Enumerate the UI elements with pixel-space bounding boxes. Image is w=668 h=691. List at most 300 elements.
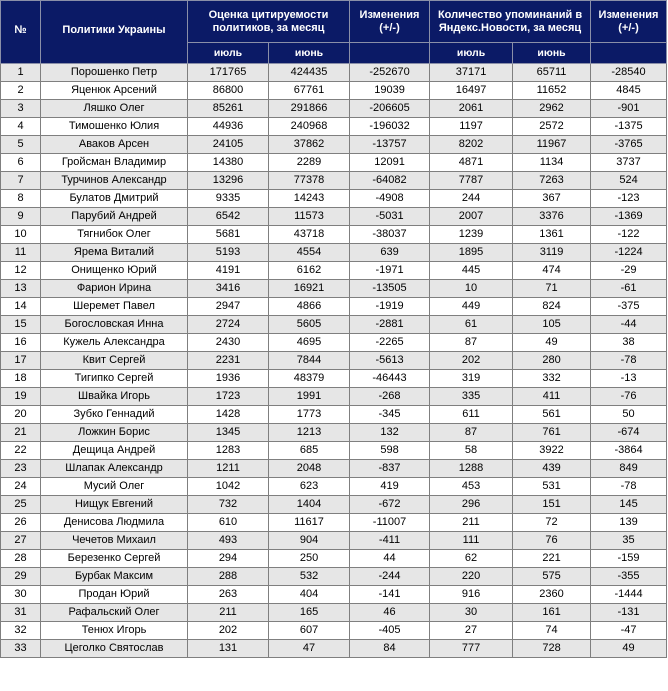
citation-june-cell: 424435 xyxy=(269,64,350,82)
citation-change-cell: 84 xyxy=(350,640,430,658)
mentions-july-cell: 27 xyxy=(430,622,513,640)
table-row xyxy=(1,172,667,190)
mentions-change-cell: 3737 xyxy=(591,154,667,172)
table-row xyxy=(1,460,667,478)
mentions-june-cell: 2360 xyxy=(513,586,591,604)
mentions-july-cell: 2061 xyxy=(430,100,513,118)
mentions-change-cell: -131 xyxy=(591,604,667,622)
row-number-cell: 31 xyxy=(1,604,41,622)
politician-name-cell: Тягнибок Олег xyxy=(41,226,188,244)
citation-june-cell: 685 xyxy=(269,442,350,460)
row-number-cell: 13 xyxy=(1,280,41,298)
row-number-cell: 25 xyxy=(1,496,41,514)
citation-june-cell: 532 xyxy=(269,568,350,586)
table-row xyxy=(1,388,667,406)
citation-change-cell: -244 xyxy=(350,568,430,586)
citation-july-cell: 2724 xyxy=(188,316,269,334)
mentions-july-cell: 58 xyxy=(430,442,513,460)
mentions-july-cell: 61 xyxy=(430,316,513,334)
row-number-cell: 27 xyxy=(1,532,41,550)
mentions-june-cell: 11967 xyxy=(513,136,591,154)
mentions-change-cell: -3864 xyxy=(591,442,667,460)
mentions-june-cell: 161 xyxy=(513,604,591,622)
politician-name-cell: Фарион Ирина xyxy=(41,280,188,298)
row-number-cell: 7 xyxy=(1,172,41,190)
citation-june-cell: 250 xyxy=(269,550,350,568)
mentions-change-cell: -123 xyxy=(591,190,667,208)
citation-june-cell: 67761 xyxy=(269,82,350,100)
mentions-june-cell: 561 xyxy=(513,406,591,424)
mentions-june-cell: 221 xyxy=(513,550,591,568)
table-row xyxy=(1,622,667,640)
mentions-change-cell: -1375 xyxy=(591,118,667,136)
politician-name-cell: Квит Сергей xyxy=(41,352,188,370)
mentions-june-cell: 2572 xyxy=(513,118,591,136)
citation-change-cell: 639 xyxy=(350,244,430,262)
row-number-cell: 8 xyxy=(1,190,41,208)
citation-june-cell: 43718 xyxy=(269,226,350,244)
citation-june-cell: 1991 xyxy=(269,388,350,406)
politician-name-cell: Богословская Инна xyxy=(41,316,188,334)
citation-june-cell: 6162 xyxy=(269,262,350,280)
table-row xyxy=(1,334,667,352)
mentions-june-cell: 1134 xyxy=(513,154,591,172)
citation-july-cell: 1723 xyxy=(188,388,269,406)
mentions-change-cell: -901 xyxy=(591,100,667,118)
table-row xyxy=(1,406,667,424)
mentions-july-cell: 30 xyxy=(430,604,513,622)
mentions-june-cell: 65711 xyxy=(513,64,591,82)
citation-july-cell: 2430 xyxy=(188,334,269,352)
mentions-change-cell: 139 xyxy=(591,514,667,532)
citation-june-cell: 47 xyxy=(269,640,350,658)
mentions-change-cell: -78 xyxy=(591,478,667,496)
politician-name-cell: Тигипко Сергей xyxy=(41,370,188,388)
mentions-june-cell: 72 xyxy=(513,514,591,532)
mentions-change-cell: -674 xyxy=(591,424,667,442)
row-number-cell: 14 xyxy=(1,298,41,316)
mentions-july-cell: 111 xyxy=(430,532,513,550)
table-body xyxy=(1,64,667,658)
citation-change-cell: -2265 xyxy=(350,334,430,352)
table-row xyxy=(1,64,667,82)
politician-name-cell: Тенюх Игорь xyxy=(41,622,188,640)
row-number-cell: 19 xyxy=(1,388,41,406)
citation-july-cell: 9335 xyxy=(188,190,269,208)
table-row xyxy=(1,136,667,154)
mentions-july-cell: 87 xyxy=(430,334,513,352)
row-number-cell: 33 xyxy=(1,640,41,658)
citation-change-cell: 44 xyxy=(350,550,430,568)
row-number-cell: 3 xyxy=(1,100,41,118)
politician-name-cell: Тимошенко Юлия xyxy=(41,118,188,136)
citation-change-cell: 19039 xyxy=(350,82,430,100)
mentions-july-cell: 244 xyxy=(430,190,513,208)
row-number-cell: 21 xyxy=(1,424,41,442)
table-row xyxy=(1,190,667,208)
mentions-july-cell: 4871 xyxy=(430,154,513,172)
politician-name-cell: Цеголко Святослав xyxy=(41,640,188,658)
mentions-june-cell: 575 xyxy=(513,568,591,586)
citation-change-cell: 598 xyxy=(350,442,430,460)
mentions-change-cell: -355 xyxy=(591,568,667,586)
mentions-june-cell: 105 xyxy=(513,316,591,334)
citation-change-cell: -38037 xyxy=(350,226,430,244)
mentions-july-cell: 10 xyxy=(430,280,513,298)
mentions-june-cell: 280 xyxy=(513,352,591,370)
mentions-july-cell: 1895 xyxy=(430,244,513,262)
citation-change-cell: -405 xyxy=(350,622,430,640)
subheader-citation-july: июль xyxy=(188,43,269,64)
mentions-june-cell: 728 xyxy=(513,640,591,658)
row-number-cell: 2 xyxy=(1,82,41,100)
citation-change-cell: -5031 xyxy=(350,208,430,226)
mentions-june-cell: 11652 xyxy=(513,82,591,100)
citation-july-cell: 131 xyxy=(188,640,269,658)
citation-change-cell: -4908 xyxy=(350,190,430,208)
mentions-june-cell: 3119 xyxy=(513,244,591,262)
mentions-june-cell: 411 xyxy=(513,388,591,406)
mentions-july-cell: 777 xyxy=(430,640,513,658)
table-row xyxy=(1,370,667,388)
citation-change-cell: 419 xyxy=(350,478,430,496)
row-number-cell: 28 xyxy=(1,550,41,568)
citation-july-cell: 493 xyxy=(188,532,269,550)
citation-june-cell: 1773 xyxy=(269,406,350,424)
row-number-cell: 10 xyxy=(1,226,41,244)
mentions-july-cell: 202 xyxy=(430,352,513,370)
mentions-change-cell: -1224 xyxy=(591,244,667,262)
table-row xyxy=(1,154,667,172)
row-number-cell: 4 xyxy=(1,118,41,136)
citation-july-cell: 1211 xyxy=(188,460,269,478)
subheader-mentions-june: июнь xyxy=(513,43,591,64)
table-row xyxy=(1,478,667,496)
row-number-cell: 18 xyxy=(1,370,41,388)
citation-june-cell: 904 xyxy=(269,532,350,550)
mentions-july-cell: 1239 xyxy=(430,226,513,244)
mentions-change-cell: 4845 xyxy=(591,82,667,100)
citation-july-cell: 3416 xyxy=(188,280,269,298)
citation-change-cell: -5613 xyxy=(350,352,430,370)
mentions-july-cell: 7787 xyxy=(430,172,513,190)
citation-june-cell: 48379 xyxy=(269,370,350,388)
mentions-june-cell: 7263 xyxy=(513,172,591,190)
citation-june-cell: 4554 xyxy=(269,244,350,262)
citation-change-cell: -1971 xyxy=(350,262,430,280)
citation-july-cell: 732 xyxy=(188,496,269,514)
mentions-june-cell: 332 xyxy=(513,370,591,388)
citation-change-cell: -13757 xyxy=(350,136,430,154)
citation-june-cell: 240968 xyxy=(269,118,350,136)
mentions-change-cell: -44 xyxy=(591,316,667,334)
row-number-cell: 29 xyxy=(1,568,41,586)
citation-change-cell: -672 xyxy=(350,496,430,514)
row-number-cell: 26 xyxy=(1,514,41,532)
citation-june-cell: 77378 xyxy=(269,172,350,190)
politician-name-cell: Кужель Александра xyxy=(41,334,188,352)
row-number-cell: 17 xyxy=(1,352,41,370)
table-row xyxy=(1,298,667,316)
citation-june-cell: 1213 xyxy=(269,424,350,442)
citation-june-cell: 1404 xyxy=(269,496,350,514)
mentions-change-cell: -61 xyxy=(591,280,667,298)
citation-july-cell: 202 xyxy=(188,622,269,640)
table-row xyxy=(1,82,667,100)
table-row xyxy=(1,514,667,532)
citation-june-cell: 14243 xyxy=(269,190,350,208)
citation-change-cell: -1919 xyxy=(350,298,430,316)
header-row xyxy=(1,1,667,43)
politician-name-cell: Мусий Олег xyxy=(41,478,188,496)
citation-july-cell: 1428 xyxy=(188,406,269,424)
citation-june-cell: 165 xyxy=(269,604,350,622)
politician-name-cell: Булатов Дмитрий xyxy=(41,190,188,208)
mentions-july-cell: 220 xyxy=(430,568,513,586)
mentions-july-cell: 87 xyxy=(430,424,513,442)
mentions-july-cell: 1288 xyxy=(430,460,513,478)
row-number-cell: 5 xyxy=(1,136,41,154)
citation-july-cell: 1936 xyxy=(188,370,269,388)
table-row xyxy=(1,424,667,442)
header-politicians: Политики Украины xyxy=(41,1,188,64)
mentions-change-cell: -1369 xyxy=(591,208,667,226)
table-row xyxy=(1,532,667,550)
politician-name-cell: Денисова Людмила xyxy=(41,514,188,532)
row-number-cell: 16 xyxy=(1,334,41,352)
table-row xyxy=(1,604,667,622)
mentions-july-cell: 2007 xyxy=(430,208,513,226)
citation-change-cell: -64082 xyxy=(350,172,430,190)
mentions-june-cell: 761 xyxy=(513,424,591,442)
mentions-change-cell: -375 xyxy=(591,298,667,316)
politician-name-cell: Турчинов Александр xyxy=(41,172,188,190)
citation-change-cell: -206605 xyxy=(350,100,430,118)
politician-name-cell: Продан Юрий xyxy=(41,586,188,604)
table-row xyxy=(1,550,667,568)
mentions-change-cell: -13 xyxy=(591,370,667,388)
mentions-june-cell: 74 xyxy=(513,622,591,640)
mentions-july-cell: 449 xyxy=(430,298,513,316)
mentions-june-cell: 3922 xyxy=(513,442,591,460)
citation-july-cell: 13296 xyxy=(188,172,269,190)
mentions-july-cell: 445 xyxy=(430,262,513,280)
citation-change-cell: -268 xyxy=(350,388,430,406)
row-number-cell: 22 xyxy=(1,442,41,460)
mentions-june-cell: 824 xyxy=(513,298,591,316)
row-number-cell: 11 xyxy=(1,244,41,262)
table-row xyxy=(1,568,667,586)
citation-june-cell: 404 xyxy=(269,586,350,604)
table-row xyxy=(1,640,667,658)
politician-name-cell: Ляшко Олег xyxy=(41,100,188,118)
mentions-july-cell: 16497 xyxy=(430,82,513,100)
mentions-change-cell: -159 xyxy=(591,550,667,568)
mentions-change-cell: 50 xyxy=(591,406,667,424)
citation-july-cell: 2231 xyxy=(188,352,269,370)
subheader-citation-june: июнь xyxy=(269,43,350,64)
citation-july-cell: 85261 xyxy=(188,100,269,118)
citation-july-cell: 24105 xyxy=(188,136,269,154)
row-number-cell: 23 xyxy=(1,460,41,478)
citation-change-cell: -141 xyxy=(350,586,430,604)
politician-name-cell: Шеремет Павел xyxy=(41,298,188,316)
citation-june-cell: 16921 xyxy=(269,280,350,298)
mentions-change-cell: -29 xyxy=(591,262,667,280)
mentions-change-cell: -1444 xyxy=(591,586,667,604)
citation-change-cell: -411 xyxy=(350,532,430,550)
table-row xyxy=(1,100,667,118)
mentions-june-cell: 367 xyxy=(513,190,591,208)
mentions-change-cell: 849 xyxy=(591,460,667,478)
mentions-june-cell: 151 xyxy=(513,496,591,514)
row-number-cell: 32 xyxy=(1,622,41,640)
mentions-change-cell: -47 xyxy=(591,622,667,640)
mentions-july-cell: 296 xyxy=(430,496,513,514)
citation-july-cell: 1042 xyxy=(188,478,269,496)
politician-name-cell: Швайка Игорь xyxy=(41,388,188,406)
politician-name-cell: Зубко Геннадий xyxy=(41,406,188,424)
citation-july-cell: 44936 xyxy=(188,118,269,136)
citation-july-cell: 294 xyxy=(188,550,269,568)
row-number-cell: 9 xyxy=(1,208,41,226)
citation-change-cell: 132 xyxy=(350,424,430,442)
row-number-cell: 6 xyxy=(1,154,41,172)
citation-july-cell: 86800 xyxy=(188,82,269,100)
mentions-july-cell: 1197 xyxy=(430,118,513,136)
subheader-citation-changes-empty xyxy=(350,43,430,64)
politician-name-cell: Шлапак Александр xyxy=(41,460,188,478)
citation-july-cell: 288 xyxy=(188,568,269,586)
citation-july-cell: 211 xyxy=(188,604,269,622)
citation-change-cell: -13505 xyxy=(350,280,430,298)
citation-change-cell: -345 xyxy=(350,406,430,424)
mentions-change-cell: 35 xyxy=(591,532,667,550)
table-row xyxy=(1,586,667,604)
mentions-june-cell: 76 xyxy=(513,532,591,550)
politician-name-cell: Порошенко Петр xyxy=(41,64,188,82)
header-mentions-changes: Изменения (+/-) xyxy=(591,1,667,43)
citation-june-cell: 7844 xyxy=(269,352,350,370)
mentions-change-cell: -76 xyxy=(591,388,667,406)
mentions-june-cell: 474 xyxy=(513,262,591,280)
mentions-june-cell: 2962 xyxy=(513,100,591,118)
mentions-july-cell: 335 xyxy=(430,388,513,406)
citation-june-cell: 11617 xyxy=(269,514,350,532)
row-number-cell: 24 xyxy=(1,478,41,496)
mentions-change-cell: -28540 xyxy=(591,64,667,82)
row-number-cell: 1 xyxy=(1,64,41,82)
citation-june-cell: 607 xyxy=(269,622,350,640)
citation-july-cell: 4191 xyxy=(188,262,269,280)
citation-change-cell: -252670 xyxy=(350,64,430,82)
mentions-july-cell: 916 xyxy=(430,586,513,604)
politician-name-cell: Дещица Андрей xyxy=(41,442,188,460)
mentions-june-cell: 531 xyxy=(513,478,591,496)
citation-change-cell: -46443 xyxy=(350,370,430,388)
citation-change-cell: 46 xyxy=(350,604,430,622)
citation-change-cell: -196032 xyxy=(350,118,430,136)
citation-july-cell: 610 xyxy=(188,514,269,532)
table-row xyxy=(1,226,667,244)
mentions-june-cell: 3376 xyxy=(513,208,591,226)
row-number-cell: 15 xyxy=(1,316,41,334)
table-row xyxy=(1,208,667,226)
subheader-mentions-changes-empty xyxy=(591,43,667,64)
citation-july-cell: 5193 xyxy=(188,244,269,262)
citation-july-cell: 171765 xyxy=(188,64,269,82)
citation-june-cell: 37862 xyxy=(269,136,350,154)
mentions-change-cell: 49 xyxy=(591,640,667,658)
mentions-change-cell: -122 xyxy=(591,226,667,244)
politician-name-cell: Чечетов Михаил xyxy=(41,532,188,550)
politician-name-cell: Яценюк Арсений xyxy=(41,82,188,100)
mentions-june-cell: 71 xyxy=(513,280,591,298)
table-row xyxy=(1,496,667,514)
mentions-june-cell: 439 xyxy=(513,460,591,478)
citation-june-cell: 5605 xyxy=(269,316,350,334)
citation-june-cell: 291866 xyxy=(269,100,350,118)
header-citation-rating: Оценка цитируемости политиков, за месяц xyxy=(188,1,350,43)
citation-change-cell: -837 xyxy=(350,460,430,478)
table-row xyxy=(1,262,667,280)
mentions-june-cell: 49 xyxy=(513,334,591,352)
citation-change-cell: -11007 xyxy=(350,514,430,532)
mentions-july-cell: 8202 xyxy=(430,136,513,154)
mentions-july-cell: 211 xyxy=(430,514,513,532)
politician-name-cell: Парубий Андрей xyxy=(41,208,188,226)
mentions-change-cell: -78 xyxy=(591,352,667,370)
politician-name-cell: Аваков Арсен xyxy=(41,136,188,154)
row-number-cell: 12 xyxy=(1,262,41,280)
header-citation-changes: Изменения (+/-) xyxy=(350,1,430,43)
subheader-mentions-july: июль xyxy=(430,43,513,64)
citation-june-cell: 623 xyxy=(269,478,350,496)
politician-name-cell: Бурбак Максим xyxy=(41,568,188,586)
politician-name-cell: Нищук Евгений xyxy=(41,496,188,514)
table-row xyxy=(1,442,667,460)
mentions-july-cell: 453 xyxy=(430,478,513,496)
citation-july-cell: 1283 xyxy=(188,442,269,460)
citation-change-cell: -2881 xyxy=(350,316,430,334)
citation-july-cell: 263 xyxy=(188,586,269,604)
table-row xyxy=(1,352,667,370)
mentions-change-cell: -3765 xyxy=(591,136,667,154)
mentions-july-cell: 319 xyxy=(430,370,513,388)
mentions-july-cell: 37171 xyxy=(430,64,513,82)
citation-july-cell: 14380 xyxy=(188,154,269,172)
citation-july-cell: 1345 xyxy=(188,424,269,442)
table-row xyxy=(1,244,667,262)
mentions-change-cell: 524 xyxy=(591,172,667,190)
citation-june-cell: 11573 xyxy=(269,208,350,226)
row-number-cell: 20 xyxy=(1,406,41,424)
mentions-change-cell: 145 xyxy=(591,496,667,514)
citation-july-cell: 5681 xyxy=(188,226,269,244)
politician-name-cell: Ярема Виталий xyxy=(41,244,188,262)
table-row xyxy=(1,118,667,136)
citation-june-cell: 2289 xyxy=(269,154,350,172)
citation-july-cell: 2947 xyxy=(188,298,269,316)
row-number-cell: 30 xyxy=(1,586,41,604)
mentions-july-cell: 62 xyxy=(430,550,513,568)
table-row xyxy=(1,280,667,298)
politician-name-cell: Гройсман Владимир xyxy=(41,154,188,172)
mentions-july-cell: 611 xyxy=(430,406,513,424)
politician-name-cell: Рафальский Олег xyxy=(41,604,188,622)
politician-name-cell: Березенко Сергей xyxy=(41,550,188,568)
mentions-change-cell: 38 xyxy=(591,334,667,352)
